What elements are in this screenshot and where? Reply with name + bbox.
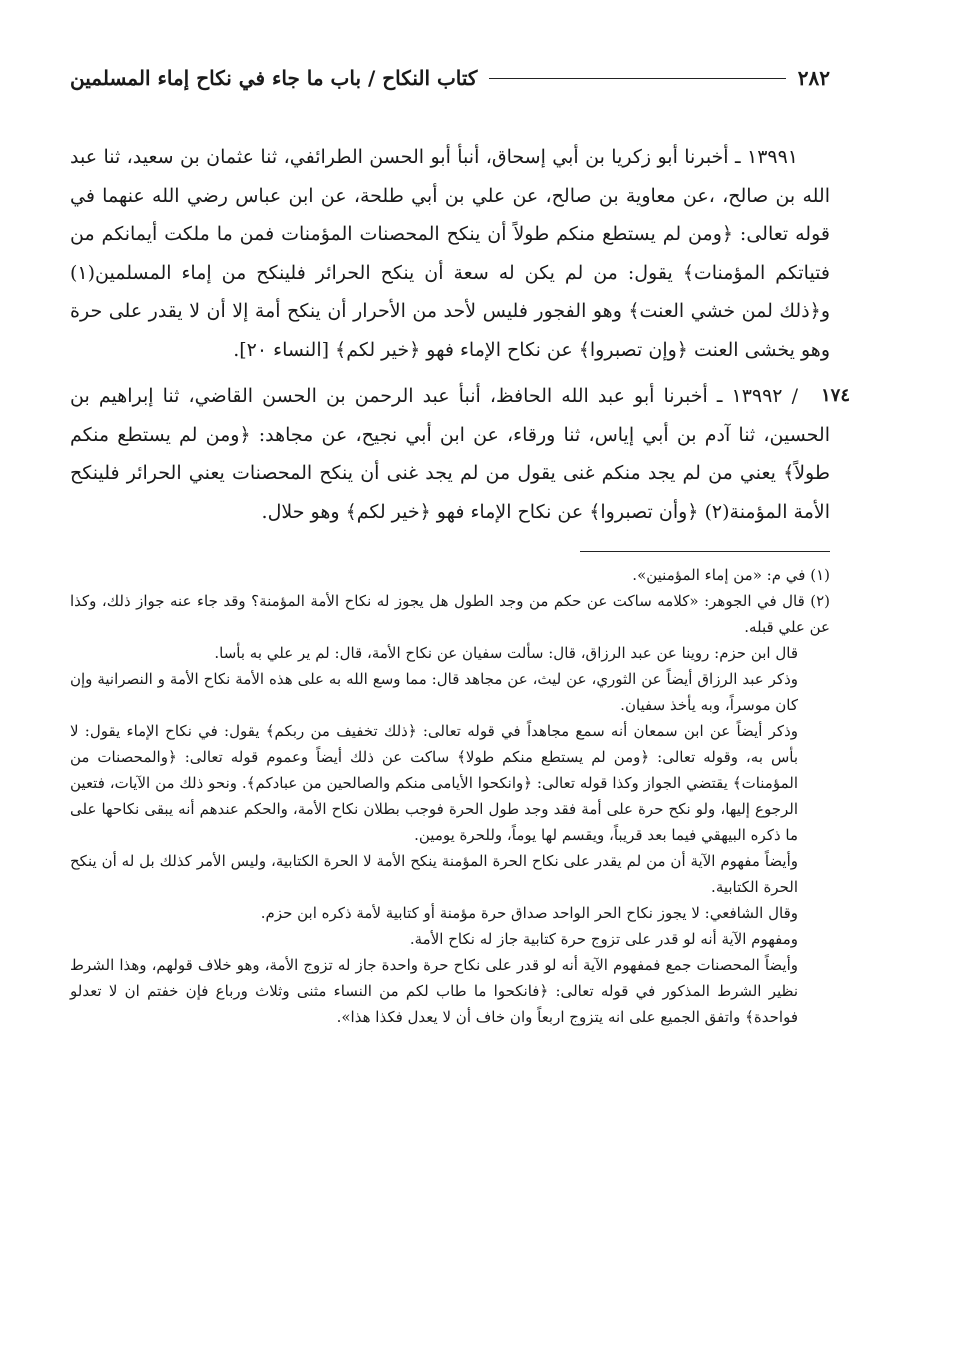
footnote-item: وذكر عبد الرزاق أيضاً عن الثوري، عن ليث، عن مجاهد قال: مما وسع الله به على هذه الأمة نكاح الأمة و النصرانية وإن كان موسراً، وبه يأخذ سفيان. [70, 670, 798, 714]
footnote-item: قال ابن حزم: روينا عن عبد الرزاق، قال: سألت سفيان عن نكاح الأمة، قال: لم ير علي به بأسا. [214, 644, 798, 662]
hadith-13992-text: / ١٣٩٩٢ ـ أخبرنا أبو عبد الله الحافظ، أنبأ عبد الرحمن بن الحسن القاضي، ثنا إبراهيم بن الحسين، ثنا آدم بن أبي إياس، ثنا ورقاء، عن ابن أبي نجيح، عن مجاهد: ﴿ومن لم يستطع منكم طولاً﴾ يعني من لم يجد منكم غنى يقول من لم يجد غنى أن ينكح المحصنات يعني الحرائر فلينكح الأمة المؤمنة(٢) ﴿وأن تصبروا﴾ عن نكاح الإماء فهو ﴿خير لكم﴾ وهو حلال. [70, 385, 830, 523]
book-page [70, 58, 850, 1030]
hadith-13991: ١٣٩٩١ ـ أخبرنا أبو زكريا بن أبي إسحاق، أنبأ أبو الحسن الطرائفي، ثنا عثمان بن سعيد، ثنا عبد الله بن صالح، ،عن معاوية بن صالح، عن علي بن أبي طلحة، عن ابن عباس رضي الله عنهما في قوله تعالى: ﴿ومن لم يستطع منكم طولاً أن ينكح المحصنات المؤمنات فمن ما ملكت أيمانكم من فتياتكم المؤمنات﴾ يقول: من لم يكن له سعة أن ينكح الحرائر فلينكح من إماء المسلمين(١) و﴿ذلك لمن خشي العنت﴾ وهو الفجور فليس لأحد من الأحرار أن ينكح أمة إلا أن لا يقدر على حرة وهو يخشى العنت ﴿وإن تصبروا﴾ عن نكاح الإماء فهو ﴿خير لكم﴾ [النساء ٢٠]. [70, 146, 830, 361]
footnote-item: (٢) قال في الجوهر: «كلامه ساكت عن حكم من وجد الطول هل يجوز له نكاح الأمة المؤمنة؟ وقد جاء عنه جواز ذلك، وكذا عن علي قبله. [70, 592, 830, 636]
footnote-item: وذكر أيضاً عن ابن سمعان أنه سمع مجاهداً في قوله تعالى: ﴿ذلك تخفيف من ربكم﴾ يقول: في نكاح الإماء يقول: لا بأس به، وقوله تعالى: ﴿ومن لم يستطع منكم طولا﴾ ساكت عن ذلك أيضاً وعموم قوله تعالى: ﴿والمحصنات من المؤمنات﴾ يقتضي الجواز وكذا قوله تعالى: ﴿وانكحوا الأيامى منكم والصالحين من عبادكم﴾. ونحو ذلك من الآيات، فتعين الرجوع إليها، ولو نكح حرة على أمة فقد وجد طول الحرة فوجب بطلان نكاح الأمة، والحكم عندهم أنه يبقى نكاحها على ما ذكره البيهقي فيما بعد قريباً، ويقسم لها يوماً، وللحرة يومين. [70, 722, 798, 844]
footnote-item: ومفهوم الآية أنه لو قدر على تزوج حرة كتابية جاز له نكاح الأمة. [409, 930, 798, 948]
running-header [70, 58, 830, 98]
running-title: كتاب النكاح / باب ما جاء في نكاح إماء المسلمين [70, 66, 478, 90]
footnote-item: وأيضاً المحصنات جمع فمفهوم الآية أنه لو قدر على نكاح حرة واحدة جاز له تزوج الأمة، وهو خلاف قولهم، وهذا الشرط نظير الشرط المذكور في قوله تعالى: ﴿فانكحوا ما طاب لكم من النساء مثنى وثلاث ورباع فإن خفتم ان لا تعدلو فواحدة﴾ واتفق الجميع على انه يتزوج اربعاً وان خاف أن لا يعدل فكذا هذا». [70, 956, 798, 1026]
page-number: ٢٨٢ [797, 66, 830, 90]
footnotes [70, 562, 830, 1030]
header-rule [489, 77, 785, 79]
footnote-item: (١) في م: «من إماء المؤمنين». [632, 566, 830, 584]
footnote-item: وقال الشافعي: لا يجوز نكاح الحر الواحد صداق حرة مؤمنة أو كتابية لأمة ذكره ابن حزم. [260, 904, 798, 922]
hadith-13992 [70, 377, 850, 531]
footnote-separator [580, 551, 830, 552]
main-text [70, 138, 850, 531]
footnote-item: وأيضاً مفهوم الآية أن من لم يقدر على نكاح الحرة المؤمنة ينكح الأمة لا الحرة الكتابية، وليس الأمر كذلك بل له أن ينكح الحرة الكتابية. [70, 852, 798, 896]
margin-page-reference: ١٧٤ [820, 385, 850, 406]
